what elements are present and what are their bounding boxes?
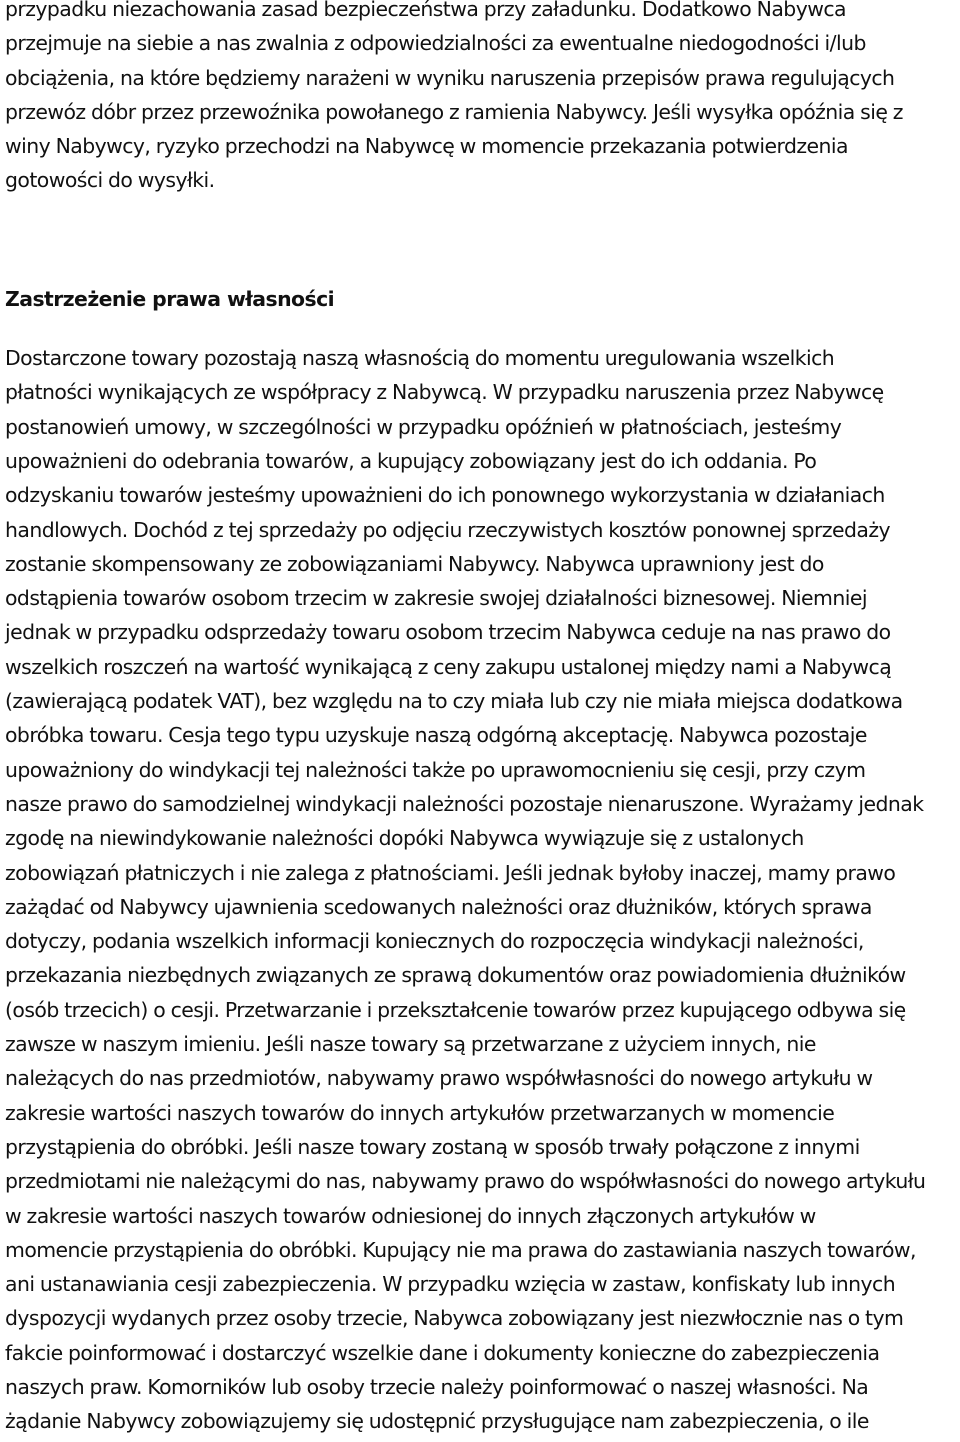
text-line: jednak w przypadku odsprzedaży towaru osobom trzecim Nabywca ceduje na nas prawo do <box>5 620 891 645</box>
text-line: przystąpienia do obróbki. Jeśli nasze towary zostaną w sposób trwały połączone z innymi <box>5 1134 860 1159</box>
text-line: dotyczy, podania wszelkich informacji koniecznych do rozpoczęcia windykacji należności, <box>5 929 864 954</box>
text-line: (zawierającą podatek VAT), bez względu na to czy miała lub czy nie miała miejsca dodatkowa <box>5 689 903 714</box>
text-line: upoważnieni do odebrania towarów, a kupujący zobowiązany jest do ich oddania. Po <box>5 448 817 473</box>
heading-spacer <box>5 316 960 341</box>
text-line: postanowień umowy, w szczególności w przypadku opóźnień w płatnościach, jesteśmy <box>5 414 842 439</box>
text-line: zostanie skompensowany ze zobowiązaniami Nabywcy. Nabywca uprawniony jest do <box>5 551 824 576</box>
text-line: zawsze w naszym imieniu. Jeśli nasze towary są przetwarzane z użyciem innych, nie <box>5 1032 816 1057</box>
text-line: żądanie Nabywcy zobowiązujemy się udostępnić przysługujące nam zabezpieczenia, o ile <box>5 1409 869 1434</box>
text-line: ani ustanawiania cesji zabezpieczenia. W przypadku wzięcia w zastaw, konfiskaty lub innych <box>5 1272 896 1297</box>
text-line: należących do nas przedmiotów, nabywamy prawo współwłasności do nowego artykułu w <box>5 1066 873 1091</box>
text-line: przypadku niezachowania zasad bezpieczeństwa przy załadunku. Dodatkowo Nabywca <box>5 0 846 21</box>
text-line: gotowości do wysyłki. <box>5 168 215 193</box>
text-line: upoważniony do windykacji tej należności także po uprawomocnieniu się cesji, przy czym <box>5 757 866 782</box>
text-line: (osób trzecich) o cesji. Przetwarzanie i przekształcenie towarów przez kupującego odbywa się <box>5 997 906 1022</box>
text-line: Dostarczone towary pozostają naszą własnością do momentu uregulowania wszelkich <box>5 346 835 371</box>
text-line: zakresie wartości naszych towarów do innych artykułów przetwarzanych w momencie <box>5 1100 835 1125</box>
text-line: przekazania niezbędnych związanych ze sprawą dokumentów oraz powiadomienia dłużników <box>5 963 906 988</box>
section-spacer <box>5 198 960 282</box>
text-line: dyspozycji wydanych przez osoby trzecie, Nabywca zobowiązany jest niezwłocznie nas o tym <box>5 1306 904 1331</box>
document-page <box>5 0 960 1439</box>
text-line: nasze prawo do samodzielnej windykacji należności pozostaje nienaruszone. Wyrażamy jednak <box>5 791 924 816</box>
text-line: zgodę na niewindykowanie należności dopóki Nabywca wywiązuje się z ustalonych <box>5 826 804 851</box>
text-line: zażądać od Nabywcy ujawnienia scedowanych należności oraz dłużników, których sprawa <box>5 894 872 919</box>
text-line: zobowiązań płatniczych i nie zalega z płatnościami. Jeśli jednak byłoby inaczej, mamy prawo <box>5 860 896 885</box>
text-line: przewóz dóbr przez przewoźnika powołanego z ramienia Nabywcy. Jeśli wysyłka opóźnia się z <box>5 99 903 124</box>
text-line: przedmiotami nie należącymi do nas, nabywamy prawo do współwłasności do nowego artykułu <box>5 1169 926 1194</box>
text-line: handlowych. Dochód z tej sprzedaży po odjęciu rzeczywistych kosztów ponownej sprzedaży <box>5 517 891 542</box>
text-line: przejmuje na siebie a nas zwalnia z odpowiedzialności za ewentualne niedogodności i/lub <box>5 31 866 56</box>
text-line: naszych praw. Komorników lub osoby trzecie należy poinformować o naszej własności. Na <box>5 1374 869 1399</box>
text-line: obróbka towaru. Cesja tego typu uzyskuje naszą odgórną akceptację. Nabywca pozostaje <box>5 723 867 748</box>
section-paragraph <box>5 341 960 1439</box>
text-line: fakcie poinformować i dostarczyć wszelkie dane i dokumenty konieczne do zabezpieczenia <box>5 1340 880 1365</box>
text-line: płatności wynikających ze współpracy z Nabywcą. W przypadku naruszenia przez Nabywcę <box>5 380 884 405</box>
intro-paragraph <box>5 0 960 198</box>
text-line: wszelkich roszczeń na wartość wynikającą z ceny zakupu ustalonej między nami a Nabywcą <box>5 654 892 679</box>
text-line: w zakresie wartości naszych towarów odniesionej do innych złączonych artykułów w <box>5 1203 816 1228</box>
section-heading: Zastrzeżenie prawa własności <box>5 286 335 311</box>
text-line: momencie przystąpienia do obróbki. Kupujący nie ma prawa do zastawiania naszych towarów, <box>5 1237 916 1262</box>
text-line: obciążenia, na które będziemy narażeni w wyniku naruszenia przepisów prawa regulujących <box>5 65 895 90</box>
text-line: winy Nabywcy, ryzyko przechodzi na Nabywcę w momencie przekazania potwierdzenia <box>5 134 848 159</box>
text-line: odstąpienia towarów osobom trzecim w zakresie swojej działalności biznesowej. Niemniej <box>5 586 867 611</box>
text-line: odzyskaniu towarów jesteśmy upoważnieni do ich ponownego wykorzystania w działaniach <box>5 483 885 508</box>
